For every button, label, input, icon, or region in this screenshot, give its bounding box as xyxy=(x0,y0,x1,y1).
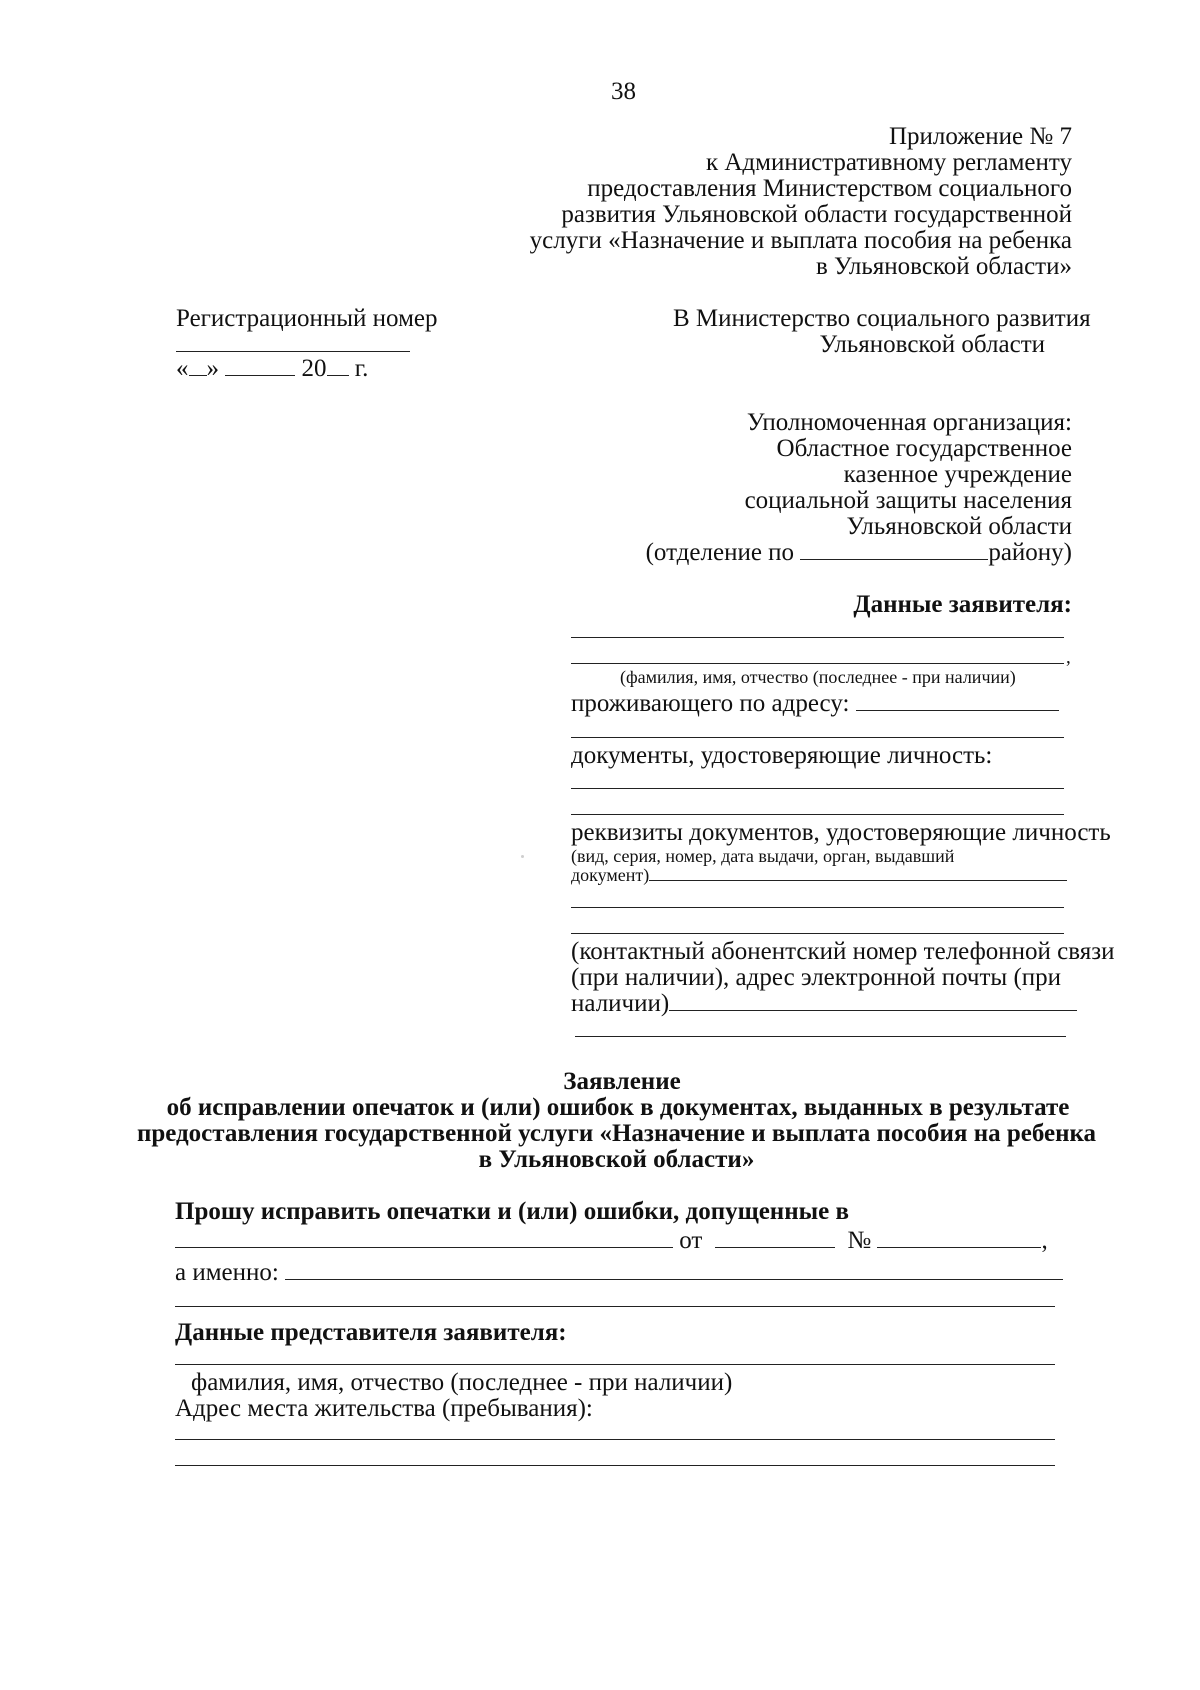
statement-subtitle-1: об исправлении опечаток и (или) ошибок в документах, выданных в результате xyxy=(166,1094,1070,1121)
organization-line-3: казенное учреждение xyxy=(843,461,1072,488)
organization-line-2: Областное государственное xyxy=(776,435,1072,462)
date-close-quote: » xyxy=(206,355,219,382)
applicant-address-field-2[interactable] xyxy=(571,737,1064,738)
registration-number-field[interactable] xyxy=(176,351,410,352)
applicant-contact-field-1[interactable] xyxy=(669,1009,1077,1011)
applicant-id-details-field-1[interactable] xyxy=(649,879,1067,881)
request-document-field[interactable] xyxy=(175,1246,673,1248)
applicant-contact-line-3: наличии) xyxy=(571,990,670,1017)
annex-line-2: к Административному регламенту xyxy=(705,149,1072,176)
applicant-name-comma: , xyxy=(1066,647,1071,668)
addressee-line-1: В Министерство социального развития xyxy=(673,305,1091,332)
annex-line-4: развития Ульяновской области государственной xyxy=(561,201,1072,228)
applicant-address xyxy=(571,691,1059,716)
request-date-field[interactable] xyxy=(715,1246,835,1248)
date-open-quote: « xyxy=(176,355,189,382)
representative-address-field-1[interactable] xyxy=(175,1439,1055,1440)
statement-title: Заявление xyxy=(563,1068,681,1095)
date-day-field[interactable] xyxy=(189,374,207,376)
applicant-name-field-2[interactable] xyxy=(571,663,1064,664)
representative-address-field-2[interactable] xyxy=(175,1465,1055,1466)
request-comma: , xyxy=(1041,1227,1048,1254)
date-year-field[interactable] xyxy=(327,374,349,376)
annex-line-1: Приложение № 7 xyxy=(888,123,1072,150)
representative-address-label: Адрес места жительства (пребывания): xyxy=(175,1395,593,1422)
applicant-name-caption: (фамилия, имя, отчество (последнее - при наличии) xyxy=(620,667,1016,687)
applicant-contact-line-2: (при наличии), адрес электронной почты (при xyxy=(571,964,1062,991)
registration-date xyxy=(176,356,368,381)
request-namely-field-2[interactable] xyxy=(175,1306,1055,1307)
representative-name-caption: фамилия, имя, отчество (последнее - при наличии) xyxy=(191,1369,733,1396)
department-prefix: (отделение по xyxy=(645,539,795,566)
applicant-id-details-hint-2: документ) xyxy=(571,865,650,885)
date-year-suffix: г. xyxy=(354,355,369,382)
registration-label: Регистрационный номер xyxy=(176,305,438,332)
applicant-name-field-1[interactable] xyxy=(571,637,1064,638)
applicant-id-details-label: реквизиты документов, удостоверяющие личность xyxy=(571,819,1111,846)
organization-line-1: Уполномоченная организация: xyxy=(746,409,1072,436)
annex-line-6: в Ульяновской области» xyxy=(815,253,1072,280)
department-district-field[interactable] xyxy=(800,558,988,560)
applicant-heading: Данные заявителя: xyxy=(853,591,1072,618)
organization-line-5: Ульяновской области xyxy=(846,513,1072,540)
department-suffix: району) xyxy=(988,539,1072,566)
applicant-contact-field-2[interactable] xyxy=(575,1036,1066,1037)
statement-subtitle-2: предоставления государственной услуги «Назначение и выплата пособия на ребенка xyxy=(136,1120,1097,1147)
organization-line-4: социальной защиты населения xyxy=(744,487,1072,514)
applicant-address-field-1[interactable] xyxy=(856,709,1059,711)
applicant-id-details-field-2[interactable] xyxy=(571,907,1064,908)
applicant-id-details-field-3[interactable] xyxy=(571,933,1064,934)
request-number-label: № xyxy=(847,1227,872,1254)
applicant-id-docs-label: документы, удостоверяющие личность: xyxy=(571,742,993,769)
organization-department xyxy=(646,540,1072,565)
annex-line-3: предоставления Министерством социального xyxy=(587,175,1072,202)
representative-heading: Данные представителя заявителя: xyxy=(175,1319,567,1346)
date-month-field[interactable] xyxy=(225,374,295,376)
addressee-line-2: Ульяновской области xyxy=(819,331,1045,358)
applicant-address-label: проживающего по адресу: xyxy=(571,690,850,717)
scan-speck xyxy=(521,855,524,858)
representative-name-field[interactable] xyxy=(175,1364,1055,1365)
date-year-prefix: 20 xyxy=(301,355,327,382)
request-number-field[interactable] xyxy=(877,1246,1041,1248)
annex-line-5: услуги «Назначение и выплата пособия на ребенка xyxy=(529,227,1072,254)
applicant-id-details-hint-1: (вид, серия, номер, дата выдачи, орган, выдавший xyxy=(571,846,955,866)
applicant-id-details-hint xyxy=(571,866,1067,884)
request-text: Прошу исправить опечатки и (или) ошибки, допущенные в xyxy=(175,1198,849,1225)
request-namely-label: а именно: xyxy=(175,1259,279,1286)
applicant-id-docs-field-1[interactable] xyxy=(571,788,1064,789)
statement-subtitle-3: в Ульяновской области» xyxy=(478,1146,755,1173)
request-document-row xyxy=(175,1228,1048,1253)
applicant-contact-line-1: (контактный абонентский номер телефонной связи xyxy=(571,938,1115,965)
request-from-label: от xyxy=(679,1227,703,1254)
page-number: 38 xyxy=(611,78,636,105)
applicant-contact xyxy=(571,991,1077,1016)
applicant-id-docs-field-2[interactable] xyxy=(571,814,1064,815)
request-namely-field-1[interactable] xyxy=(285,1278,1063,1280)
request-namely-row xyxy=(175,1260,1063,1285)
